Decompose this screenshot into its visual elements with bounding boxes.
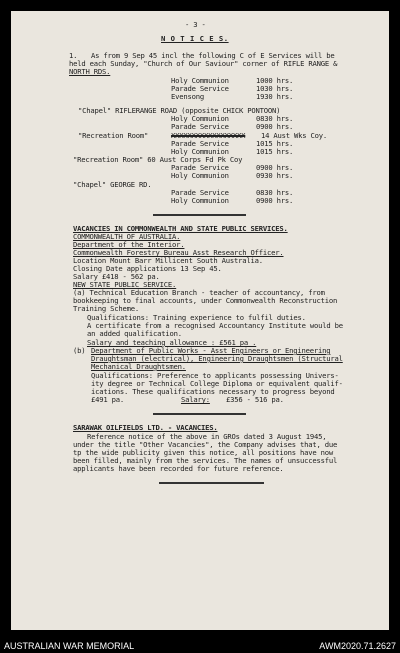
service-label: Parade Service <box>171 84 229 93</box>
notice-number: 1. <box>69 51 78 60</box>
service-label: Parade Service <box>171 188 229 197</box>
service-label: Evensong <box>171 92 205 101</box>
vacancies-line: Salary and teaching allowance : £561 pa . <box>87 338 257 347</box>
salary-label: Salary: <box>181 395 210 404</box>
footer-source: AUSTRALIAN WAR MEMORIAL <box>4 641 135 651</box>
sarawak-line: been filled, mainly from the services. The names of unsuccessful <box>73 456 338 465</box>
vacancies-line: ity degree or Technical College Diploma or equivalent qualif- <box>91 379 343 388</box>
vacancies-line: £356 - 516 pa. <box>226 395 284 404</box>
recreation-room-unit: 14 Aust Wks Coy. <box>261 131 328 140</box>
service-time: 0930 hrs. <box>256 171 294 180</box>
vacancies-line: ications. These qualifications necessary to progress beyond <box>91 387 335 396</box>
chapel-heading: "Chapel" RIFLERANGE ROAD (opposite CHICK PONTOON) <box>78 106 281 115</box>
service-time: 0830 hrs. <box>256 188 294 197</box>
service-time: 0900 hrs. <box>256 196 294 205</box>
service-time: 0900 hrs. <box>256 163 294 172</box>
service-label: Holy Communion <box>171 196 229 205</box>
vacancies-line: Location Mount Barr Millicent South Australia. <box>73 256 263 265</box>
vacancies-line: Mechanical Draughtsmen. <box>91 362 186 371</box>
vacancies-line: Qualifications: Preference to applicants possessing Univers- <box>91 371 339 380</box>
vacancies-line: Qualifications: Training experience to fulfil duties. <box>87 313 306 322</box>
footer-accession-number: AWM2020.71.2627 <box>319 641 396 651</box>
notice-line: NORTH RDS. <box>69 67 111 76</box>
vacancies-line: bookkeeping to final accounts, under Commonwealth Reconstruction <box>73 296 338 305</box>
service-time: 1015 hrs. <box>256 147 294 156</box>
service-time: 1000 hrs. <box>256 76 294 85</box>
sarawak-line: Reference notice of the above in GROs dated 3 August 1945, <box>87 432 327 441</box>
service-time: 1930 hrs. <box>256 92 294 101</box>
sarawak-line: under the title "Other Vacancies", the Company advises that, due <box>73 440 338 449</box>
sarawak-line: applicants have been recorded for future reference. <box>73 464 284 473</box>
section-divider <box>153 413 246 415</box>
service-time: 1030 hrs. <box>256 84 294 93</box>
section-divider <box>159 482 264 484</box>
service-time: 1015 hrs. <box>256 139 294 148</box>
vacancies-line: NEW STATE PUBLIC SERVICE. <box>73 280 177 289</box>
notices-heading: N O T I C E S. <box>161 34 229 43</box>
vacancies-line: Commonwealth Forestry Bureau Asst Research Officer. <box>73 248 284 257</box>
vacancies-line: an added qualification. <box>87 329 182 338</box>
vacancies-line: Department of the Interior. <box>73 240 185 249</box>
vacancies-line: £491 pa. <box>91 395 125 404</box>
section-divider <box>153 214 246 216</box>
service-label: Parade Service <box>171 139 229 148</box>
struck-text: XXXXXXXXXXXXXXXXXX <box>171 131 246 140</box>
service-label: Holy Communion <box>171 147 229 156</box>
vacancies-line: Training Scheme. <box>73 304 140 313</box>
service-time: 0900 hrs. <box>256 122 294 131</box>
item-label: (b) <box>73 346 86 355</box>
vacancies-line: Department of Public Works - Asst Engineers or Engineering <box>91 346 331 355</box>
vacancies-line: COMMONWEALTH OF AUSTRALIA. <box>73 232 181 241</box>
service-label: Holy Communion <box>171 171 229 180</box>
page-number: - 3 - <box>185 20 206 29</box>
chapel-heading: "Chapel" GEORGE RD. <box>73 180 152 189</box>
vacancies-line: Draughtsman (electrical), Engineering Draughtsmen (Structural <box>91 354 343 363</box>
service-label: Parade Service <box>171 163 229 172</box>
vacancies-line: Salary £418 - 562 pa. <box>73 272 160 281</box>
service-label: Parade Service <box>171 122 229 131</box>
sarawak-title: SARAWAK OILFIELDS LTD. - VACANCIES. <box>73 423 218 432</box>
vacancies-line: (a) Technical Education Branch - teacher of accountancy, from <box>73 288 325 297</box>
recreation-room-heading: "Recreation Room" <box>78 131 149 140</box>
recreation-room-heading: "Recreation Room" 60 Aust Corps Fd Pk Coy <box>73 155 243 164</box>
notice-line: As from 9 Sep 45 incl the following C of E Services will be <box>91 51 335 60</box>
vacancies-title: VACANCIES IN COMMONWEALTH AND STATE PUBLIC SERVICES. <box>73 224 288 233</box>
vacancies-line: A certificate from a recognised Accountancy Institute would be <box>87 321 343 330</box>
notice-line: held each Sunday, "Church of Our Saviour" corner of RIFLE RANGE & <box>69 59 338 68</box>
service-time: 0830 hrs. <box>256 114 294 123</box>
document-page <box>11 11 389 630</box>
vacancies-line: Closing Date applications 13 Sep 45. <box>73 264 222 273</box>
service-label: Holy Communion <box>171 114 229 123</box>
sarawak-line: tp the wide publicity given this notice, all positions have now <box>73 448 334 457</box>
service-label: Holy Communion <box>171 76 229 85</box>
